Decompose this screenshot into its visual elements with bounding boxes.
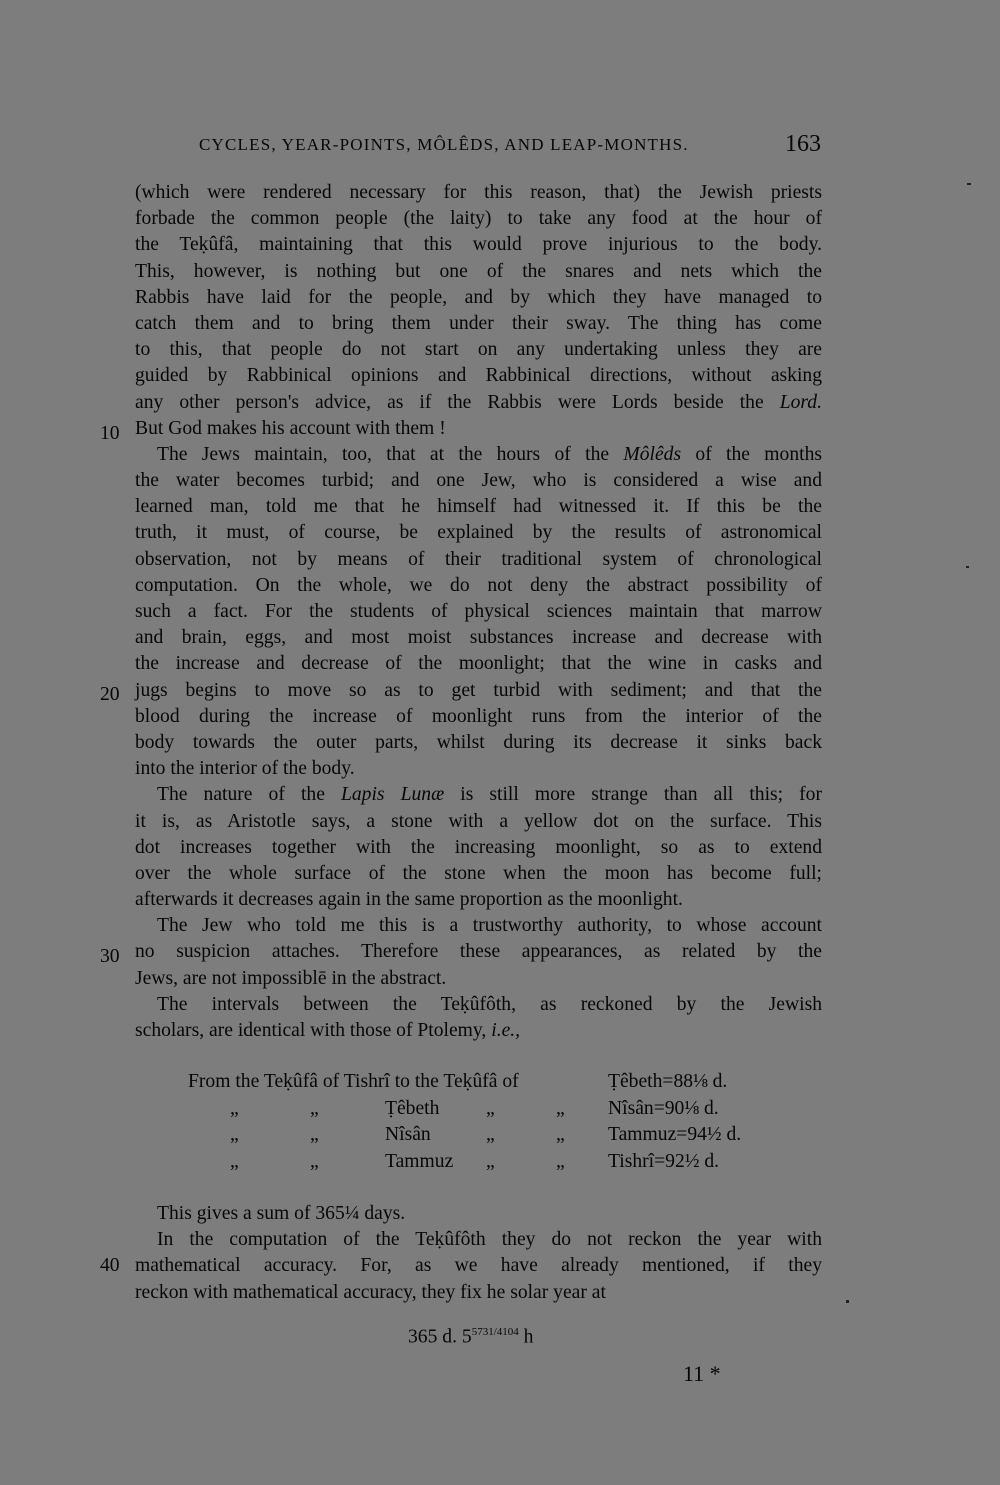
scan-speck (846, 1300, 849, 1303)
ditto-mark: „ (556, 1124, 565, 1145)
line-number-10: 10 (100, 423, 120, 444)
ditto-mark: „ (310, 1124, 319, 1145)
text-line: over the whole surface of the stone when the moon has become full; (135, 862, 822, 884)
ditto-mark: „ (556, 1097, 565, 1119)
text-line: body towards the outer parts, whilst during its decrease it sinks back (135, 731, 822, 753)
table-cell: From the Teḳûfâ of Tishrî to the Teḳûfâ of (188, 1071, 519, 1092)
text-line: observation, not by means of their traditional system of chronological (135, 548, 822, 570)
line-number-40: 40 (100, 1255, 120, 1276)
text-line: dot increases together with the increasing moonlight, so as to extend (135, 836, 822, 858)
text-line: the Teḳûfâ, maintaining that this would prove injurious to the body. (135, 234, 822, 256)
text-line: computation. On the whole, we do not deny the abstract possibility of (135, 574, 822, 596)
table-cell: Nîsân=90⅛ d. (608, 1097, 719, 1119)
text-line: blood during the increase of moonlight runs from the interior of the (135, 705, 822, 727)
ditto-mark: „ (230, 1124, 239, 1145)
text-line: no suspicion attaches. Therefore these appearances, as related by the (135, 941, 822, 963)
body-text-continued (135, 1201, 822, 1306)
solar-year-formula (408, 1326, 533, 1349)
text-line: and brain, eggs, and most moist substances increase and decrease with (135, 627, 822, 649)
table-cell: Tammuz=94½ d. (608, 1124, 742, 1145)
text-line: mathematical accuracy. For, as we have already mentioned, if they (135, 1255, 822, 1277)
text-line: into the interior of the body. (135, 758, 355, 780)
ditto-mark: „ (556, 1150, 565, 1172)
text-line: any other person's advice, as if the Rabbis were Lords beside the Lord. (135, 391, 822, 413)
text-line: forbade the common people (the laity) to take any food at the hour of (135, 208, 822, 230)
text-line: such a fact. For the students of physical sciences maintain that marrow (135, 601, 822, 622)
paragraph-start: The nature of the Lapis Lunæ is still more strange than all this; for (157, 784, 822, 806)
text-line: guided by Rabbinical opinions and Rabbinical directions, without asking (135, 365, 822, 387)
table-cell: Tammuz (385, 1150, 454, 1172)
paragraph-start: The Jews maintain, too, that at the hours of the Môlêds of the months (157, 443, 822, 465)
text-line: But God makes his account with them ! (135, 417, 446, 439)
text-line: reckon with mathematical accuracy, they fix he solar year at (135, 1281, 606, 1303)
text-line: to this, that people do not start on any undertaking unless they are (135, 339, 822, 361)
paragraph-start: The intervals between the Teḳûfôth, as reckoned by the Jewish (157, 993, 822, 1015)
ditto-mark: „ (230, 1097, 239, 1119)
running-head-title: CYCLES, YEAR-POINTS, MÔLÊDS, AND LEAP-MONTHS. (199, 135, 689, 154)
text-line: the water becomes turbid; and one Jew, who is considered a wise and (135, 470, 822, 492)
ditto-mark: „ (230, 1150, 239, 1172)
paragraph-start: The Jew who told me this is a trustworthy authority, to whose account (157, 915, 822, 937)
signature-mark: 11 * (683, 1361, 721, 1386)
line-number-30: 30 (100, 946, 120, 967)
text-line: the increase and decrease of the moonlight; that the wine in casks and (135, 653, 822, 675)
line-number-20: 20 (100, 684, 120, 705)
table-cell: Ṭêbeth (385, 1097, 440, 1119)
ditto-mark: „ (486, 1097, 495, 1119)
text-line: (which were rendered necessary for this reason, that) the Jewish priests (135, 182, 822, 203)
text-line: jugs begins to move so as to get turbid with sediment; and that the (135, 679, 822, 701)
page-number: 163 (785, 131, 821, 157)
ditto-mark: „ (486, 1124, 495, 1145)
text-line: afterwards it decreases again in the same proportion as the moonlight. (135, 889, 683, 911)
formula-fraction: 5731/4104 (471, 1326, 519, 1338)
body-text (135, 180, 822, 1044)
text-line: catch them and to bring them under their sway. The thing has come (135, 312, 822, 334)
text-line: scholars, are identical with those of Ptolemy, i.e., (135, 1020, 521, 1041)
ditto-mark: „ (486, 1150, 495, 1172)
formula-unit: h (523, 1326, 534, 1348)
table-cell: Nîsân (385, 1124, 431, 1145)
scan-speck (967, 183, 971, 185)
text-line: truth, it must, of course, be explained by the results of astronomical (135, 522, 822, 544)
text-line: Jews, are not impossiblē in the abstract. (135, 967, 447, 989)
table-cell: Ṭêbeth=88⅛ d. (608, 1071, 728, 1092)
text-line: it is, as Aristotle says, a stone with a yellow dot on the surface. This (135, 810, 822, 832)
formula-main: 365 d. 5 (408, 1326, 472, 1348)
paragraph-start: In the computation of the Teḳûfôth they do not reckon the year with (157, 1229, 822, 1251)
text-line: Rabbis have laid for the people, and by which they have managed to (135, 286, 822, 308)
ditto-mark: „ (310, 1150, 319, 1172)
scan-speck (966, 566, 969, 568)
ditto-mark: „ (310, 1097, 319, 1119)
text-line: This, however, is nothing but one of the snares and nets which the (135, 260, 822, 282)
paragraph-start: This gives a sum of 365¼ days. (157, 1203, 406, 1224)
text-line: learned man, told me that he himself had witnessed it. If this be the (135, 496, 822, 518)
table-cell: Tishrî=92½ d. (608, 1150, 720, 1172)
